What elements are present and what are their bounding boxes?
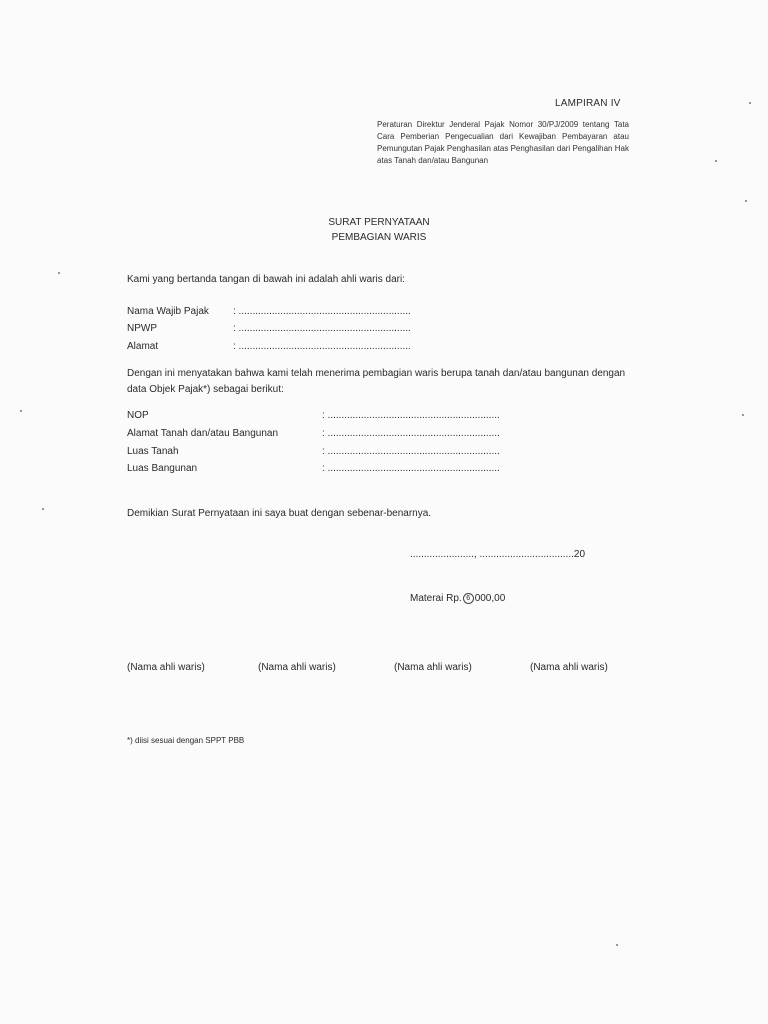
npwp-row	[127, 323, 411, 334]
materai-prefix: Materai Rp.	[410, 593, 462, 605]
lampiran-label: LAMPIRAN IV	[555, 98, 621, 109]
scan-speck	[749, 102, 751, 104]
property-address-label: Alamat Tanah dan/atau Bangunan	[127, 428, 279, 439]
taxpayer-name-row	[127, 306, 411, 317]
scan-speck	[20, 410, 22, 412]
materai-stamp-text	[410, 593, 505, 604]
signatory-2: (Nama ahli waris)	[258, 662, 336, 673]
address-row	[127, 341, 411, 352]
place-date-line: ......................., ..................................20	[410, 549, 586, 560]
land-area-row	[127, 446, 500, 457]
footnote: *) diisi sesuai dengan SPPT PBB	[127, 736, 245, 745]
document-subtitle: PEMBAGIAN WARIS	[331, 232, 427, 243]
address-field: : ..............................................................	[233, 341, 411, 352]
signatory-3: (Nama ahli waris)	[394, 662, 472, 673]
building-area-label: Luas Bangunan	[127, 463, 198, 474]
scan-speck	[742, 414, 744, 416]
statement-text: Dengan ini menyatakan bahwa kami telah menerima pembagian waris berupa tanah dan/atau bangunan dengan data Objek Pajak*) sebagai berikut:	[127, 368, 626, 395]
taxpayer-name-label: Nama Wajib Pajak	[127, 306, 209, 317]
property-address-row	[127, 428, 500, 439]
scan-speck	[745, 200, 747, 202]
nop-field: : ..............................................................	[322, 410, 500, 421]
land-area-label: Luas Tanah	[127, 446, 179, 457]
scan-speck	[58, 272, 60, 274]
regulation-reference: Peraturan Direktur Jenderal Pajak Nomor 30/PJ/2009 tentang Tata Cara Pemberian Pengecualian dari Kewajiban Pembayaran atau Pemungutan Pajak Penghasilan atas Penghasilan dari Pengalihan Hak atas Tanah dan/atau Bangunan	[377, 120, 629, 165]
signatory-4: (Nama ahli waris)	[530, 662, 608, 673]
scan-speck	[715, 160, 717, 162]
signatory-1: (Nama ahli waris)	[127, 662, 205, 673]
property-address-field: : ..............................................................	[322, 428, 500, 439]
building-area-field: : ..............................................................	[322, 463, 500, 474]
intro-text: Kami yang bertanda tangan di bawah ini adalah ahli waris dari:	[127, 274, 405, 285]
npwp-field: : ..............................................................	[233, 323, 411, 334]
building-area-row	[127, 463, 500, 474]
nop-label: NOP	[127, 410, 149, 421]
materai-circle: 6	[463, 593, 474, 604]
nop-row	[127, 410, 500, 421]
land-area-field: : ..............................................................	[322, 446, 500, 457]
closing-text: Demikian Surat Pernyataan ini saya buat dengan sebenar-benarnya.	[127, 508, 432, 519]
scan-speck	[42, 508, 44, 510]
taxpayer-name-field: : ..............................................................	[233, 306, 411, 317]
materai-suffix: 000,00	[474, 593, 506, 605]
address-label: Alamat	[127, 341, 159, 352]
document-title: SURAT PERNYATAAN	[328, 217, 430, 228]
npwp-label: NPWP	[127, 323, 157, 334]
scan-speck	[616, 944, 618, 946]
